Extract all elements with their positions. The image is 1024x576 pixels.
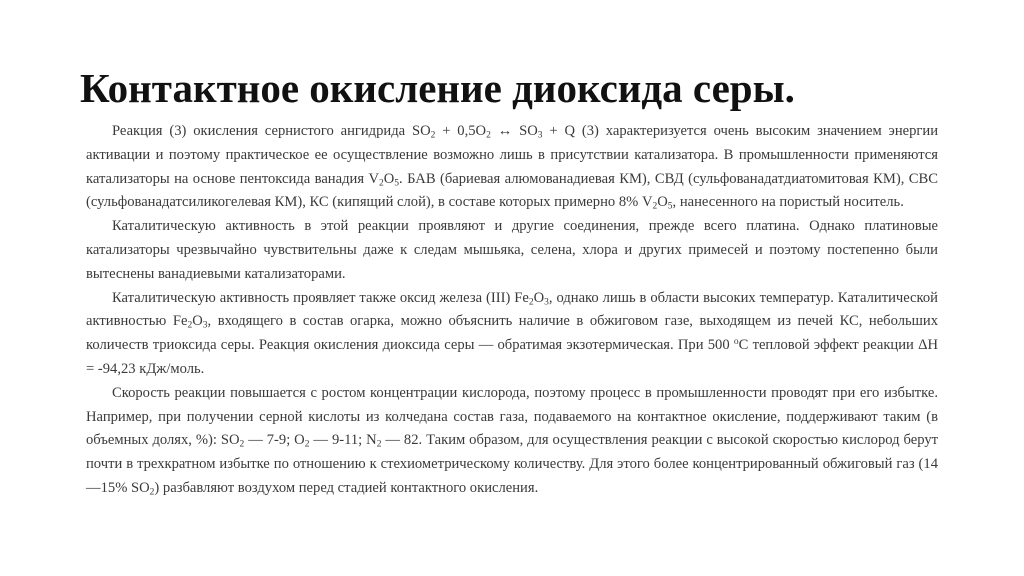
text-run: O [192, 313, 203, 330]
text-run: — 9-11; N [309, 432, 377, 449]
paragraph-2 [86, 215, 938, 286]
subscript: 2 [528, 296, 534, 307]
paragraph-4 [86, 382, 938, 501]
subscript: 2 [149, 487, 155, 498]
text-run: O [657, 194, 668, 211]
text-run: Скорость реакции повышается с ростом концентрации кислорода, поэтому процесс в промышленности проводят при его избытке. Например, при получении серной кислоты из колчедана состав газа, подаваемого на контактное окисление, поддерживают таким (в объемных долях, %): SO [86, 384, 938, 449]
text-run: — 82. Таким образом, для осуществления реакции с высокой скоростью кислород берут почти в трехкратном избытке по отношению к стехиометрическому количеству. Для этого более концентрированный обжиговый газ (14—15% SO [86, 432, 939, 496]
text-run: С тепловой эффект реакции ΔН = -94,23 кДж/моль. [86, 337, 938, 377]
subscript: 3 [202, 320, 208, 331]
subscript: 5 [394, 177, 400, 188]
text-run: ↔ SO [490, 123, 538, 139]
text-run: — 7-9; O [244, 432, 305, 449]
subscript: 3 [544, 296, 549, 307]
subscript: 2 [239, 439, 245, 450]
subscript: 2 [376, 439, 382, 450]
text-run: , однако лишь в области высоких температур. Каталитической активностью Fe [86, 289, 938, 330]
subscript: 3 [537, 130, 543, 141]
text-run: Каталитическую активность проявляет также оксид железа (III) Fe [112, 289, 529, 306]
text-run: O [533, 289, 545, 306]
slide-title: Контактное окисление диоксида серы. [80, 65, 795, 111]
text-run: Реакция (3) окисления сернистого ангидрида SO [112, 123, 431, 139]
text-run: Каталитическую активность в этой реакции проявляют и другие соединения, прежде всего платина. Однако платиновые катализаторы чрезвычайно чувствительны даже к следам мышьяка, селена, хлора и других примесей и поэтому постепенно были вытеснены ванадиевыми катализаторами. [86, 218, 938, 282]
subscript: 2 [652, 201, 658, 212]
degree-mark: o [733, 336, 739, 347]
subscript: 2 [187, 320, 193, 331]
subscript: 2 [378, 177, 384, 188]
text-run: + 0,5O [435, 123, 487, 139]
text-run: O [383, 170, 395, 187]
text-run: . БАВ (бариевая алюмованадиевая КМ), СВД (сульфованадатдиатомитовая КМ), СВС (сульфованадатсиликогелевая КМ), КС (кипящий слой), в составе которых примерно 8% V [86, 170, 938, 211]
subscript: 5 [667, 201, 673, 212]
text-run: ) разбавляют воздухом перед стадией контактного окисления. [154, 479, 539, 496]
text-run: + Q (3) характеризуется очень высоким значением энергии активации и поэтому практическое ее осуществление возможно лишь в присутствии катализатора. В промышленности применяются катализаторы на основе пентоксида ванадия V [86, 123, 939, 187]
subscript: 2 [304, 439, 310, 450]
text-run: , входящего в состав огарка, можно объяснить наличие в обжиговом газе, выходящем из печей КС, небольших количеств триоксида серы. Реакция окисления диоксида серы — обратимая экзотермическая. При 500 [86, 313, 938, 354]
subscript: 2 [430, 130, 436, 141]
subscript: 2 [486, 130, 491, 141]
text-run: , нанесенного на пористый носитель. [672, 194, 904, 211]
paragraph-3 [86, 287, 938, 382]
slide-body [86, 120, 938, 501]
paragraph-1 [86, 120, 938, 215]
